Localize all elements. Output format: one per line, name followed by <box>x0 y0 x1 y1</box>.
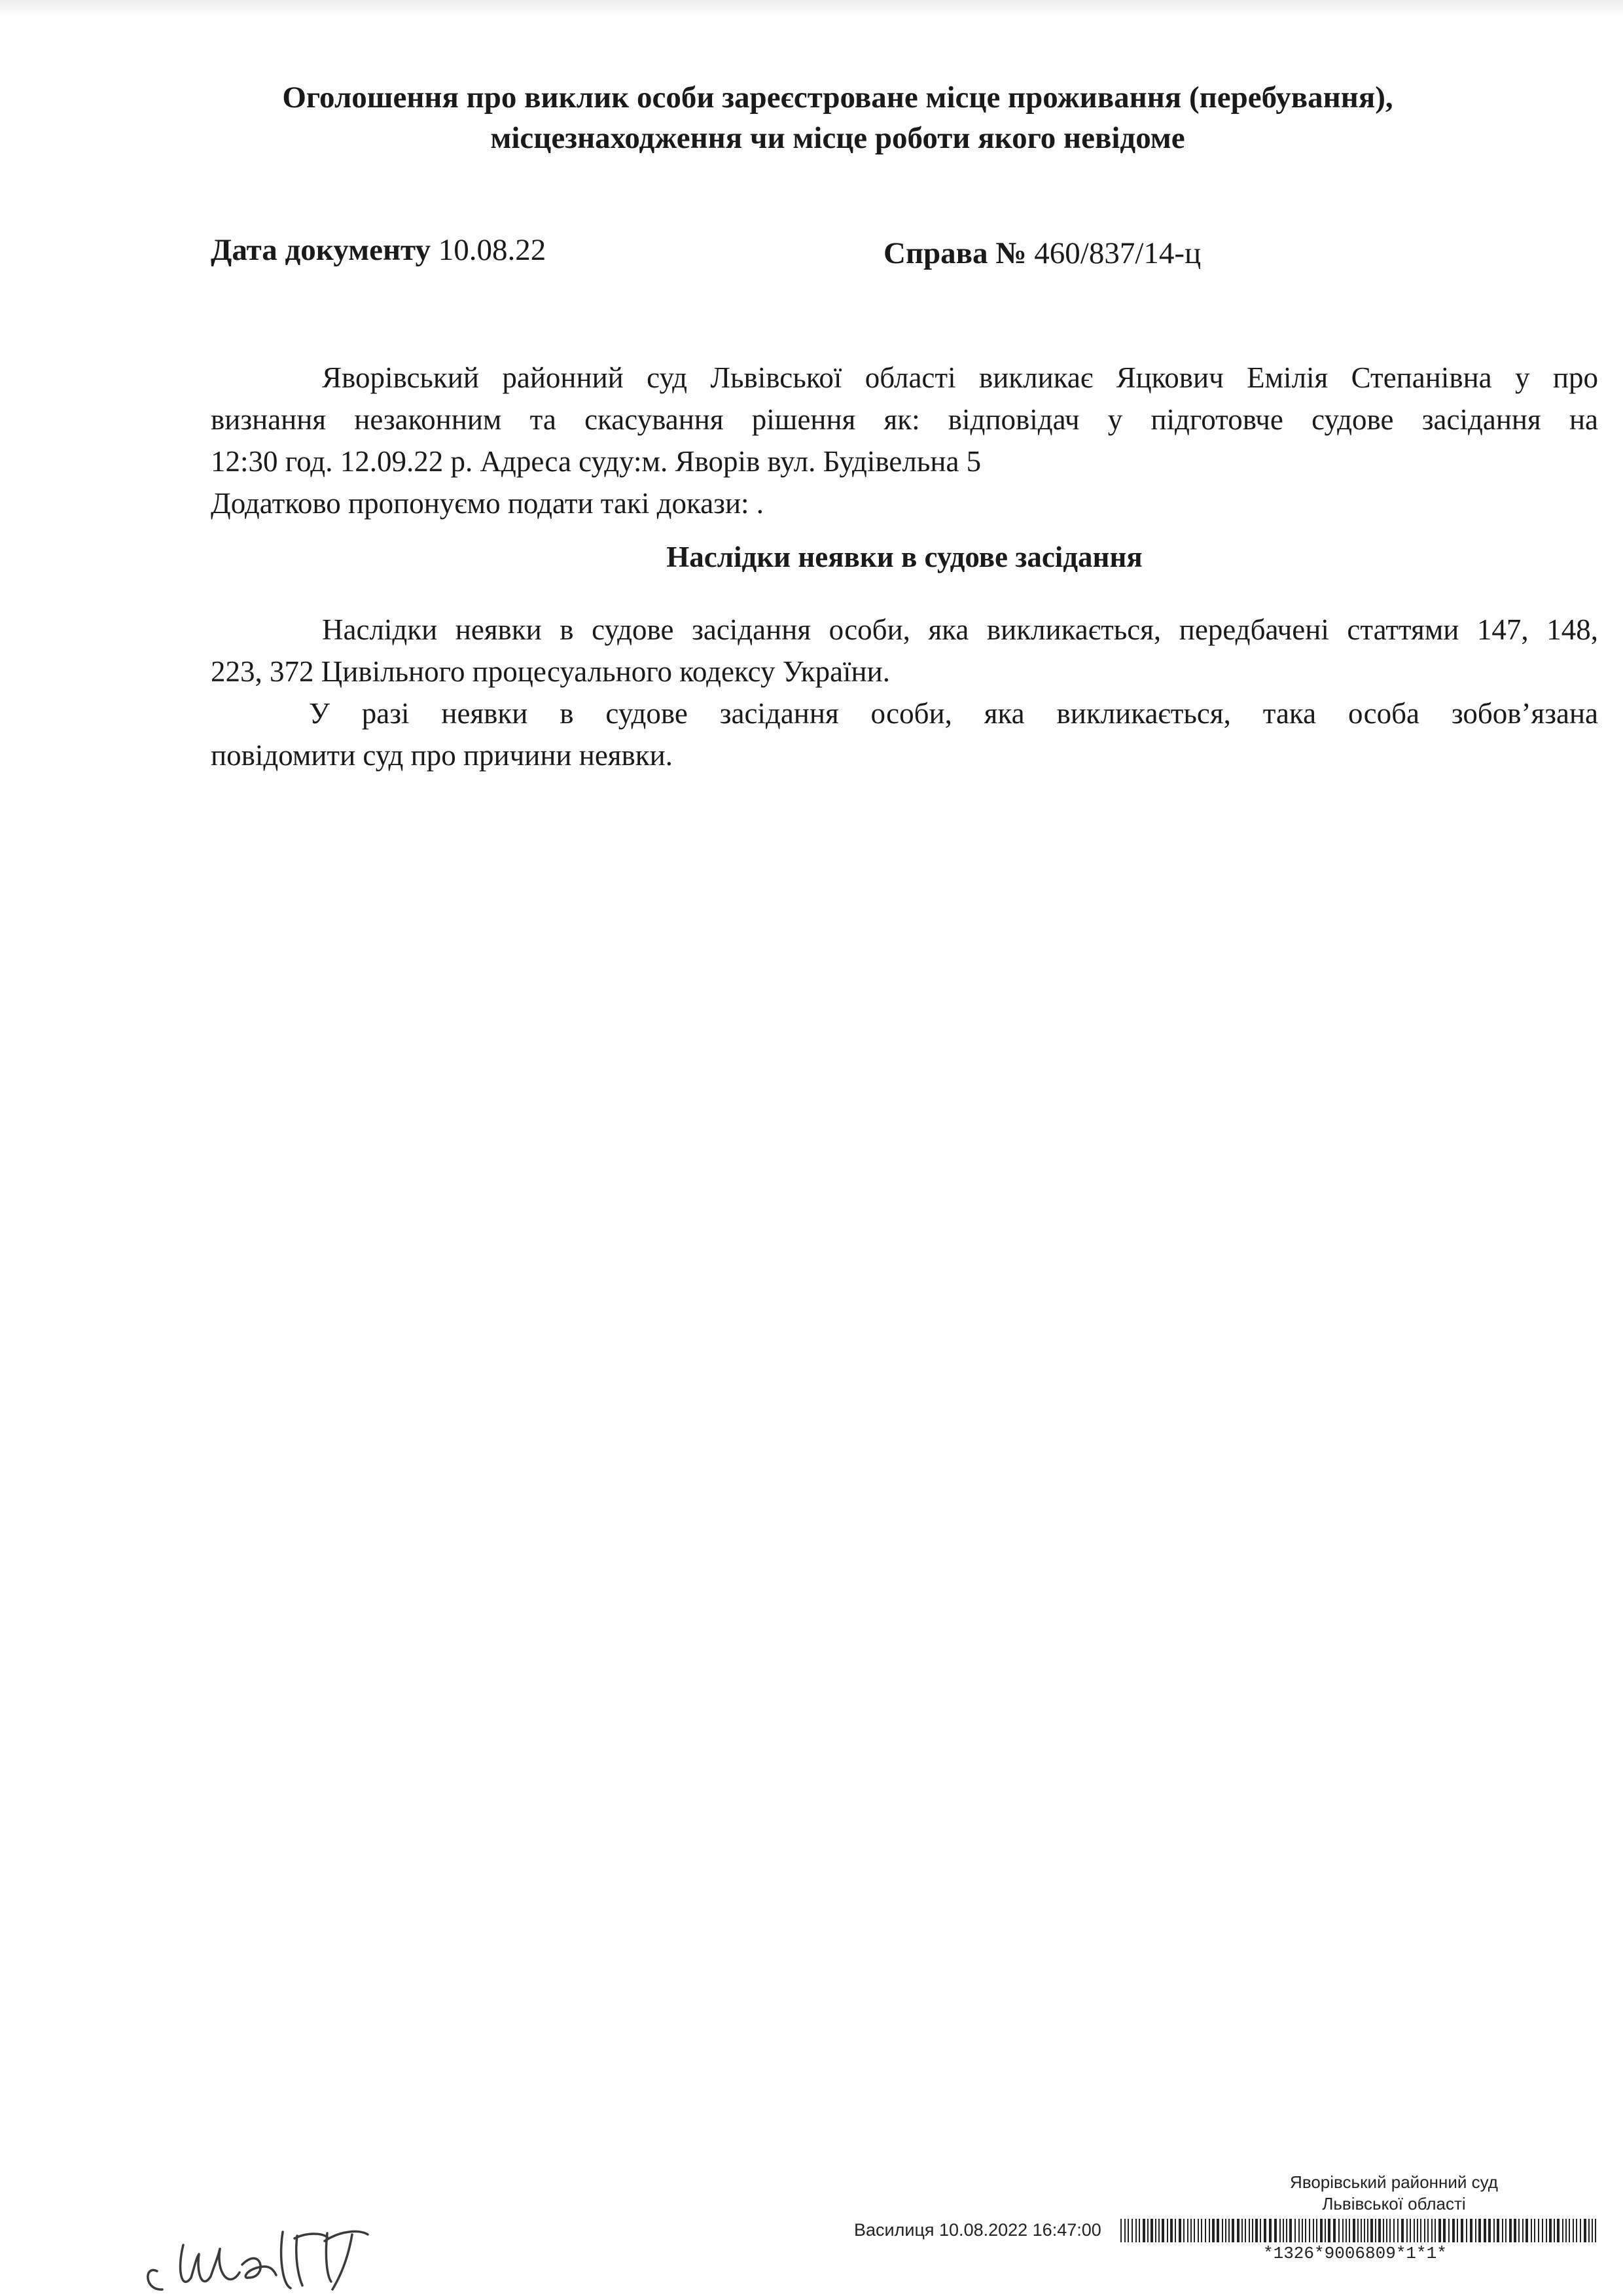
barcode-bar <box>1475 2219 1476 2242</box>
barcode-bar <box>1179 2219 1181 2242</box>
barcode-bar <box>1269 2219 1272 2242</box>
barcode-bar <box>1255 2219 1258 2242</box>
barcode-bar <box>1505 2219 1507 2242</box>
barcode-bar <box>1557 2219 1560 2242</box>
barcode-bar <box>1313 2219 1314 2242</box>
barcode-bar <box>1187 2219 1188 2242</box>
barcode-bar <box>1531 2219 1532 2242</box>
barcode-bar <box>1461 2219 1463 2242</box>
barcode-bar <box>1175 2219 1176 2242</box>
barcode-bar <box>1383 2219 1384 2242</box>
barcode-bar <box>1170 2219 1173 2242</box>
barcode-bar <box>1509 2219 1512 2242</box>
barcode-bar <box>1241 2219 1243 2242</box>
barcode-bar <box>1484 2219 1486 2242</box>
court-stamp <box>1191 2172 1597 2215</box>
barcode-bar <box>1120 2219 1122 2242</box>
barcode-bar <box>1190 2219 1192 2242</box>
barcode-bar <box>1212 2219 1215 2242</box>
barcode-bar <box>1198 2219 1199 2242</box>
barcode-bar <box>1139 2219 1140 2242</box>
barcode-bar <box>1361 2219 1362 2242</box>
barcode-bar <box>1393 2219 1395 2242</box>
barcode-bar <box>1569 2219 1570 2242</box>
barcode-bar <box>1143 2219 1145 2242</box>
barcode-bar <box>1386 2219 1387 2242</box>
barcode-bar <box>1424 2219 1425 2242</box>
barcode-bar <box>1349 2219 1350 2242</box>
barcode-bar <box>1364 2219 1365 2242</box>
barcode-bar <box>1546 2219 1547 2242</box>
barcode-bar <box>1155 2219 1156 2242</box>
barcode-bar <box>1573 2219 1574 2242</box>
handwritten-signature <box>131 2199 524 2296</box>
barcode-bar <box>1183 2219 1185 2242</box>
title-line-2: місцезнаходження чи місце роботи якого невідоме <box>490 121 1185 155</box>
barcode-bar <box>1457 2219 1458 2242</box>
barcode-bar <box>1542 2219 1543 2242</box>
consequences-p2-line-2: повідомити суд про причини неявки. <box>211 739 673 772</box>
barcode-bar <box>1470 2219 1472 2242</box>
case-value: 460/837/14-ц <box>1034 236 1202 270</box>
barcode-bar <box>1518 2219 1520 2242</box>
barcode-bar <box>1488 2219 1491 2242</box>
barcode-bar <box>1375 2219 1376 2242</box>
barcode-bar <box>1225 2219 1226 2242</box>
barcode-bar <box>1431 2219 1433 2242</box>
barcode-bar <box>1420 2219 1421 2242</box>
barcode-bar <box>1417 2219 1418 2242</box>
barcode-bar <box>1353 2219 1355 2242</box>
barcode-bar <box>1562 2219 1563 2242</box>
barcode-bar <box>1427 2219 1429 2242</box>
summons-line-2: визнання незаконним та скасування рішення як: відповідач у підготовче судове засідання на <box>211 403 1598 436</box>
consequences-text <box>211 609 1598 776</box>
barcode-bar <box>1305 2219 1306 2242</box>
barcode-bar <box>1493 2219 1495 2242</box>
barcode-bar <box>1328 2219 1330 2242</box>
consequences-p1-line-2: 223, 372 Цивільного процесуального кодексу України. <box>211 655 890 688</box>
barcode-bar <box>1150 2219 1153 2242</box>
barcode-bar <box>1302 2219 1303 2242</box>
barcode-bar <box>1367 2219 1368 2242</box>
date-label: Дата документу <box>211 233 431 267</box>
registrar-line: Василиця 10.08.2022 16:47:00 <box>854 2220 1101 2240</box>
barcode-bar <box>1237 2219 1240 2242</box>
barcode-bar <box>1279 2219 1281 2242</box>
barcode-bar <box>1534 2219 1535 2242</box>
barcode-bar <box>1370 2219 1373 2242</box>
barcode-bar <box>1466 2219 1467 2242</box>
barcode-bar <box>1320 2219 1323 2242</box>
barcode-bar <box>1357 2219 1359 2242</box>
title-line-1: Оголошення про виклик особи зареєстроване місце проживання (перебування), <box>282 81 1393 115</box>
barcode-bar <box>1378 2219 1381 2242</box>
barcode-bar <box>1438 2219 1441 2242</box>
barcode-bar <box>1397 2219 1399 2242</box>
barcode-bar <box>1132 2219 1133 2242</box>
barcode-bar <box>1346 2219 1347 2242</box>
barcode-bar <box>1167 2219 1168 2242</box>
barcode-bar <box>1274 2219 1277 2242</box>
barcode-bar <box>1309 2219 1310 2242</box>
barcode-bar <box>1298 2219 1300 2242</box>
barcode-bar <box>1584 2219 1586 2242</box>
barcode-bar <box>1549 2219 1552 2242</box>
barcode-bar <box>1135 2219 1137 2242</box>
document-title <box>216 77 1459 158</box>
barcode-bar <box>1294 2219 1296 2242</box>
consequences-heading: Наслідки неявки в судове засідання <box>666 541 1143 573</box>
barcode-number: *1326*9006809*1*1* <box>1263 2244 1447 2263</box>
barcode-bar <box>1576 2219 1577 2242</box>
barcode-bar <box>1389 2219 1391 2242</box>
barcode-bar <box>1264 2219 1266 2242</box>
barcode-bar <box>1249 2219 1250 2242</box>
barcode-bar <box>1194 2219 1195 2242</box>
barcode-bar <box>1588 2219 1590 2242</box>
barcode-bar <box>1289 2219 1292 2242</box>
barcode-bar <box>1452 2219 1455 2242</box>
barcode-bar <box>1406 2219 1408 2242</box>
barcode-bar <box>1592 2219 1593 2242</box>
barcode-bar <box>1525 2219 1528 2242</box>
evidence-line: Додатково пропонуємо подати такі докази: . <box>211 487 764 520</box>
barcode-bar <box>1448 2219 1450 2242</box>
barcode-bar <box>1124 2219 1126 2242</box>
barcode-bar <box>1209 2219 1210 2242</box>
summons-line-1: Яворівський районний суд Львівської області викликає Яцкович Емілія Степанівна у про <box>322 361 1598 394</box>
barcode-bar <box>1497 2219 1499 2242</box>
barcode-bar <box>1205 2219 1206 2242</box>
barcode <box>1120 2219 1598 2242</box>
barcode-bar <box>1580 2219 1581 2242</box>
case-label: Справа № <box>883 236 1027 270</box>
barcode-bar <box>1217 2219 1219 2242</box>
case-number <box>883 236 1201 271</box>
summons-text <box>211 357 1598 524</box>
barcode-bar <box>1252 2219 1253 2242</box>
barcode-bar <box>1222 2219 1223 2242</box>
court-name-line-2: Львівської області <box>1322 2194 1466 2214</box>
barcode-bar <box>1435 2219 1436 2242</box>
barcode-bar <box>1502 2219 1503 2242</box>
barcode-bar <box>1325 2219 1326 2242</box>
barcode-bar <box>1286 2219 1287 2242</box>
document-date <box>211 232 546 268</box>
barcode-bar <box>1414 2219 1415 2242</box>
barcode-bar <box>1538 2219 1539 2242</box>
barcode-bar <box>1128 2219 1129 2242</box>
summons-line-3: 12:30 год. 12.09.22 р. Адреса суду:м. Яворів вул. Будівельна 5 <box>211 445 982 478</box>
barcode-bar <box>1316 2219 1317 2242</box>
barcode-bar <box>1410 2219 1411 2242</box>
consequences-p1-line-1: Наслідки неявки в судове засідання особи, яка викликається, передбачені статтями 147, 148, <box>322 613 1598 646</box>
barcode-bar <box>1232 2219 1234 2242</box>
consequences-p2-line-1: У разі неявки в судове засідання особи, яка викликається, така особа зобов’язана <box>309 697 1598 730</box>
barcode-bar <box>1514 2219 1516 2242</box>
barcode-bar <box>1522 2219 1524 2242</box>
barcode-bar <box>1283 2219 1284 2242</box>
barcode-bar <box>1228 2219 1230 2242</box>
barcode-bar <box>1158 2219 1160 2242</box>
date-value: 10.08.22 <box>438 233 546 267</box>
barcode-bar <box>1245 2219 1246 2242</box>
barcode-bar <box>1595 2219 1596 2242</box>
barcode-bar <box>1333 2219 1336 2242</box>
barcode-bar <box>1342 2219 1344 2242</box>
barcode-bar <box>1201 2219 1202 2242</box>
barcode-bar <box>1162 2219 1164 2242</box>
barcode-bar <box>1565 2219 1567 2242</box>
barcode-bar <box>1401 2219 1404 2242</box>
barcode-bar <box>1260 2219 1261 2242</box>
barcode-bar <box>1338 2219 1340 2242</box>
barcode-bar <box>1147 2219 1149 2242</box>
barcode-bar <box>1443 2219 1446 2242</box>
barcode-bar <box>1478 2219 1481 2242</box>
court-name-line-1: Яворівський районний суд <box>1290 2172 1498 2192</box>
scan-edge <box>0 0 1623 14</box>
barcode-bar <box>1554 2219 1555 2242</box>
